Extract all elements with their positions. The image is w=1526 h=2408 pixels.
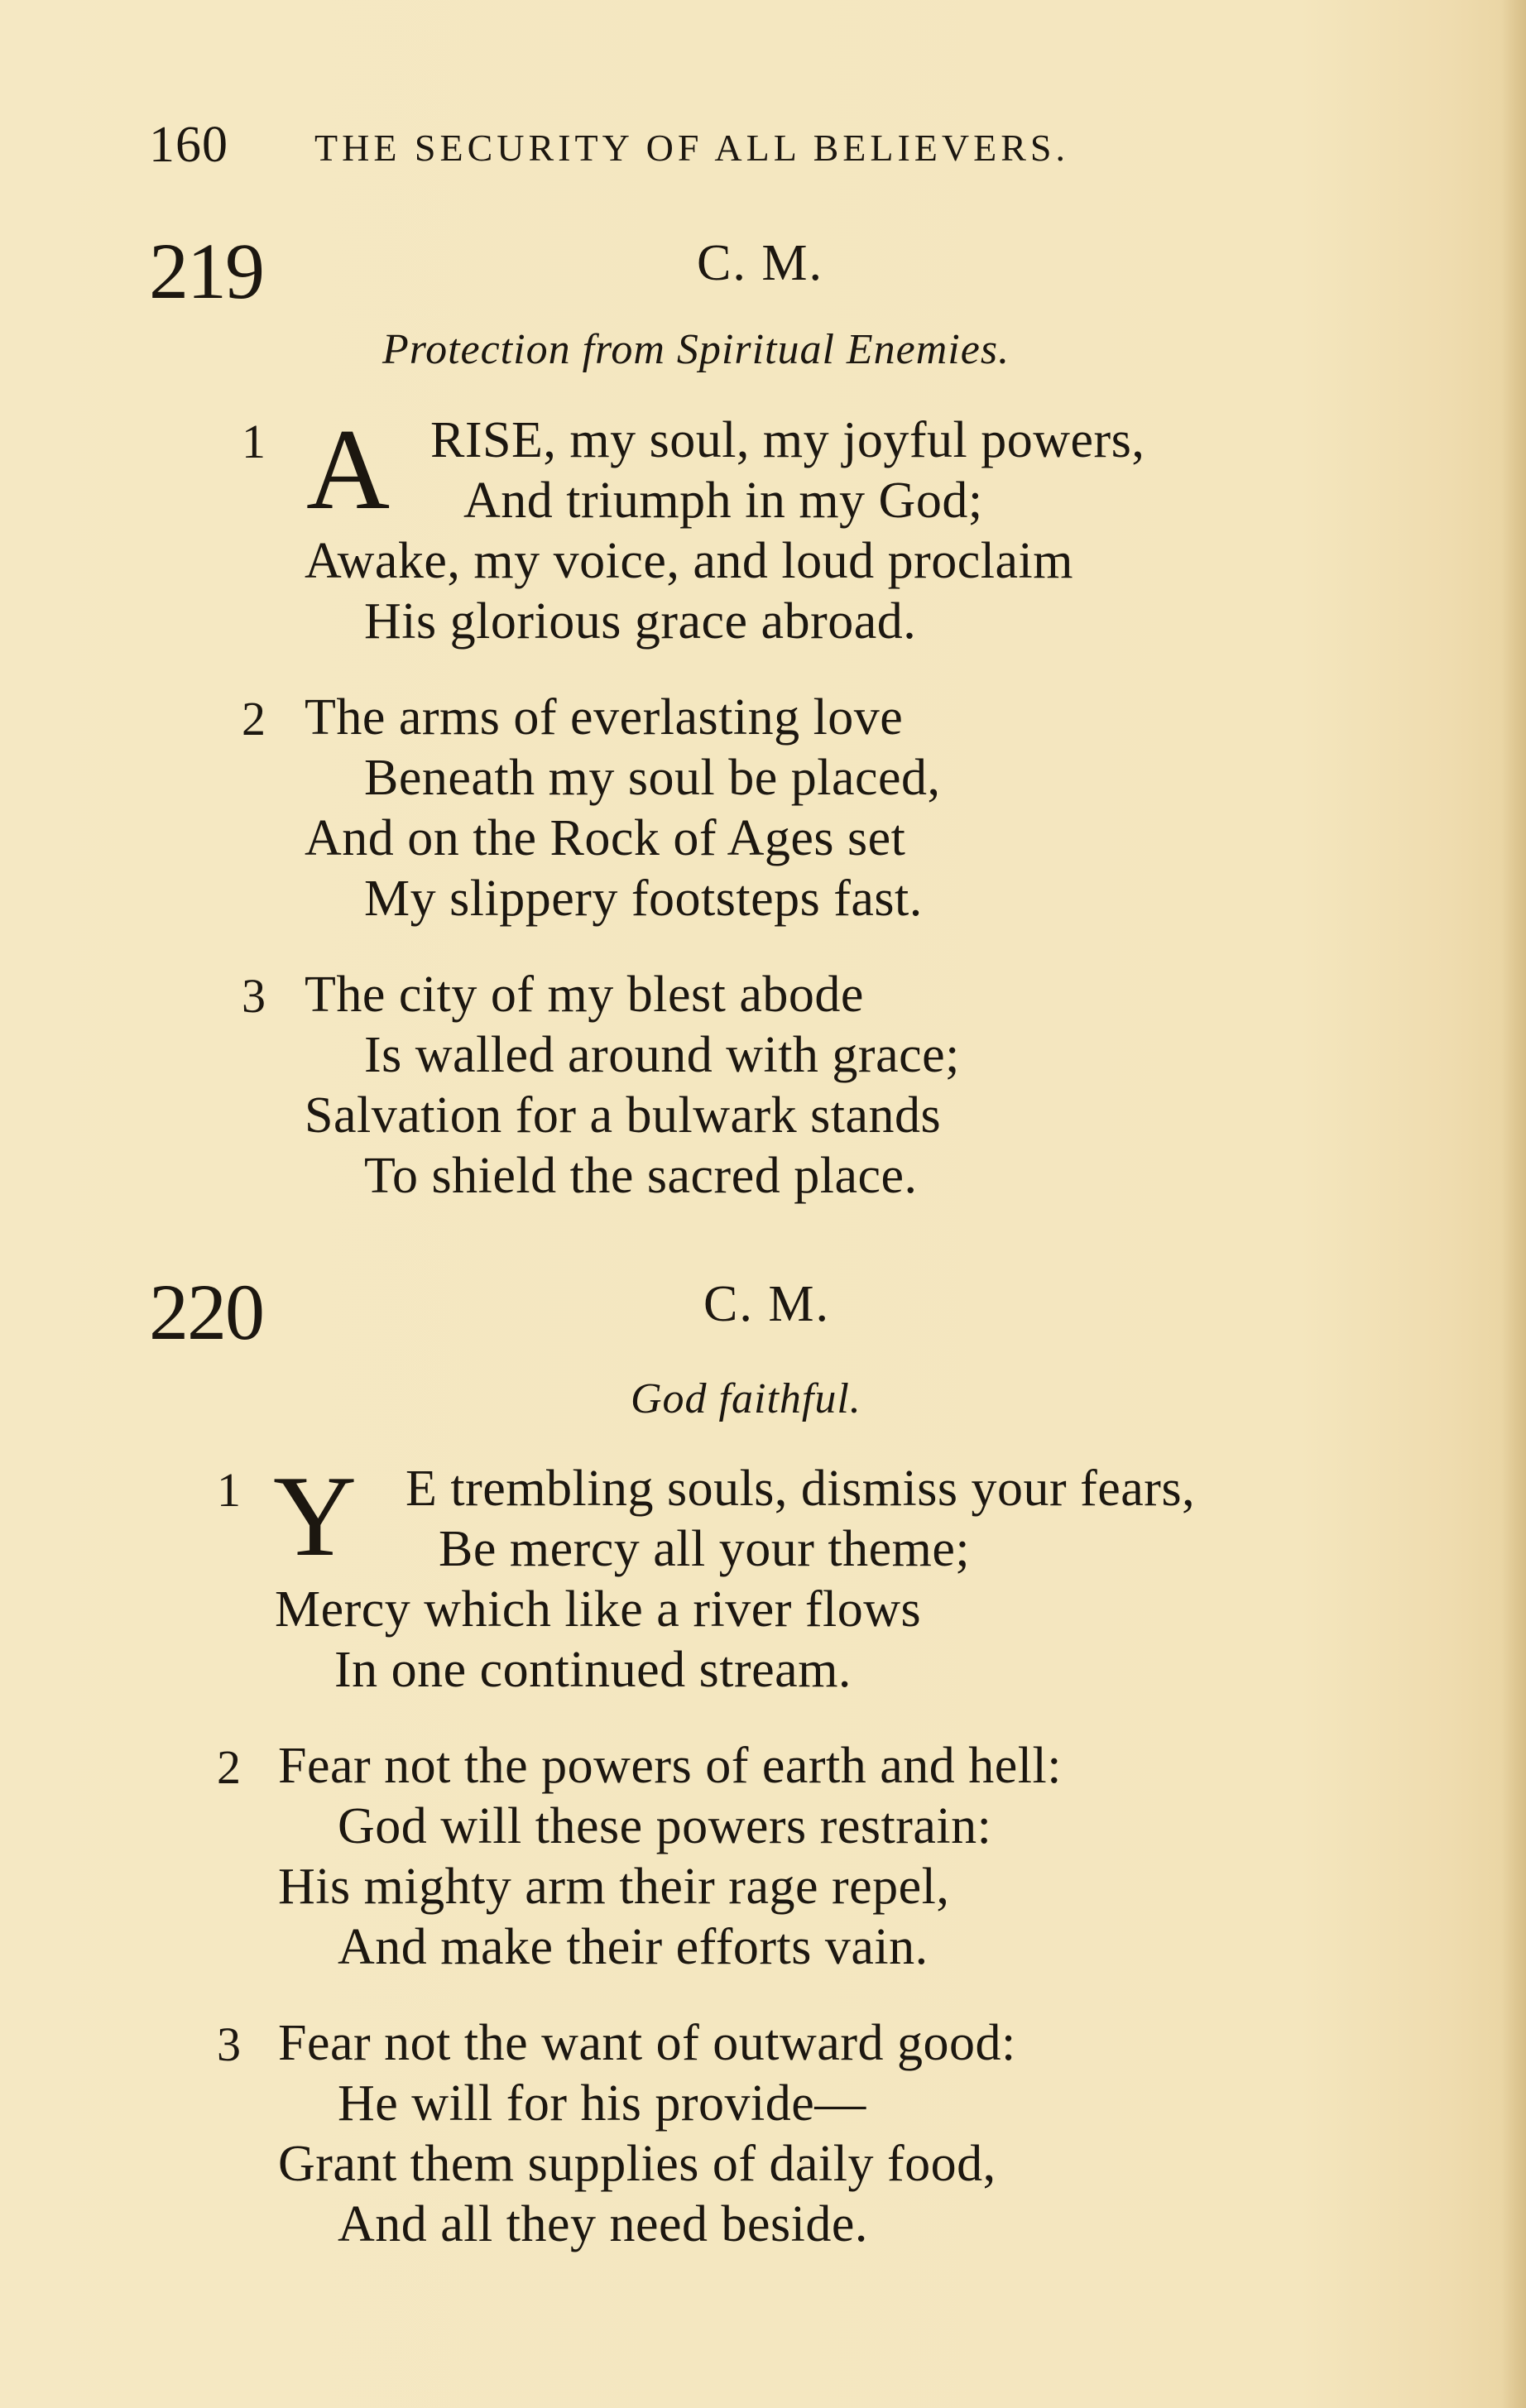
verse-line: Grant them supplies of daily food, [278, 2136, 996, 2192]
verse-line: My slippery footsteps fast. [364, 871, 923, 927]
verse-line: Mercy which like a river flows [275, 1581, 922, 1638]
verse-number: 2 [217, 1740, 241, 1794]
verse-line: Awake, my voice, and loud proclaim [305, 533, 1073, 589]
hymn-number: 220 [149, 1268, 263, 1356]
drop-cap: A [306, 405, 391, 534]
verse-line: Salvation for a bulwark stands [305, 1087, 942, 1144]
verse-line: His mighty arm their rage repel, [278, 1859, 950, 1915]
verse-number: 3 [217, 2017, 241, 2071]
verse-line: And all they need beside. [338, 2196, 868, 2252]
verse-line: And on the Rock of Ages set [305, 810, 906, 866]
page-number: 160 [149, 117, 228, 173]
verse-line: The arms of everlasting love [305, 689, 904, 746]
verse-number: 2 [242, 692, 266, 746]
verse-line: To shield the sacred place. [364, 1148, 918, 1204]
verse-line: Be mercy all your theme; [439, 1521, 971, 1577]
verse-line: Is walled around with grace; [364, 1027, 960, 1083]
hymn-title: Protection from Spiritual Enemies. [382, 326, 1010, 373]
verse-number: 1 [242, 415, 266, 468]
verse-line: In one continued stream. [334, 1642, 852, 1698]
hymn-meter: C. M. [703, 1276, 830, 1332]
hymn-title: God faithful. [631, 1375, 861, 1422]
verse-line: And make their efforts vain. [338, 1919, 929, 1975]
verse-number: 3 [242, 969, 266, 1023]
verse-line: RISE, my soul, my joyful powers, [430, 412, 1145, 468]
page-edge-shadow [1501, 0, 1526, 2408]
verse-number: 1 [217, 1463, 241, 1517]
verse-line: The city of my blest abode [305, 967, 864, 1023]
hymn-number: 219 [149, 227, 263, 315]
verse-line: Fear not the powers of earth and hell: [278, 1738, 1062, 1794]
verse-line: He will for his provide— [338, 2075, 866, 2132]
drop-cap: Y [273, 1452, 358, 1581]
verse-line: E trembling souls, dismiss your fears, [405, 1461, 1196, 1517]
verse-line: God will these powers restrain: [338, 1798, 992, 1854]
verse-line: And triumph in my God; [463, 472, 983, 529]
hymn-meter: C. M. [697, 235, 823, 291]
verse-line: Fear not the want of outward good: [278, 2015, 1016, 2071]
verse-line: Beneath my soul be placed, [364, 750, 941, 806]
running-title: THE SECURITY OF ALL BELIEVERS. [314, 127, 1069, 169]
verse-line: His glorious grace abroad. [364, 593, 917, 650]
